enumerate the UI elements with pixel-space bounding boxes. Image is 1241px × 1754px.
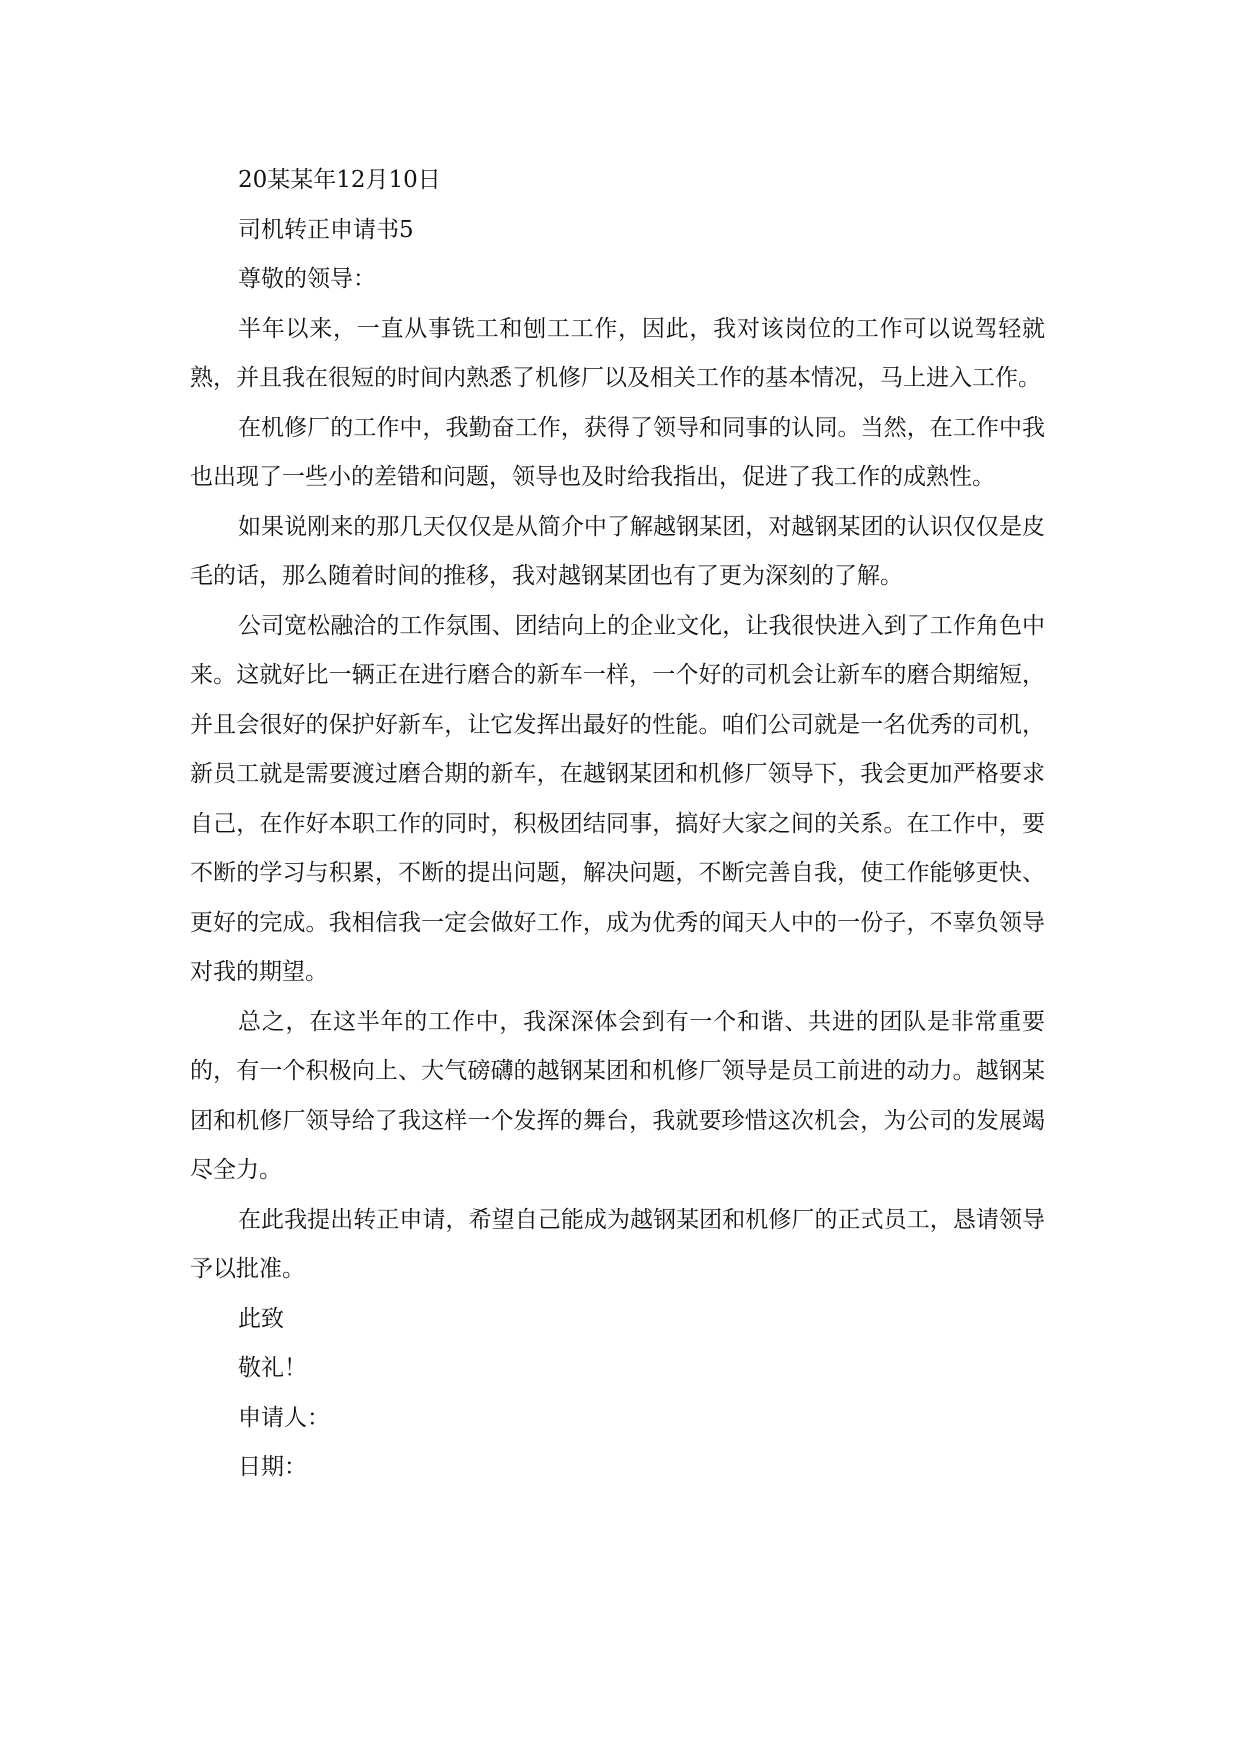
paragraph: 半年以来，一直从事铣工和刨工工作，因此，我对该岗位的工作可以说驾轻就熟，并且我在很短的时间内熟悉了机修厂以及相关工作的基本情况，马上进入工作。 [190,315,1045,391]
salutation: 尊敬的领导： [238,266,376,292]
paragraph: 在机修厂的工作中，我勤奋工作，获得了领导和同事的认同。当然，在工作中我也出现了一些小的差错和问题，领导也及时给我指出，促进了我工作的成熟性。 [190,414,1045,490]
date-line: 20某某年12月10日 [238,167,441,193]
closing-salute: 敬礼！ [238,1355,307,1381]
document-title: 司机转正申请书5 [238,216,414,243]
closing-greeting: 此致 [238,1305,284,1332]
paragraph: 在此我提出转正申请，希望自己能成为越钢某团和机修厂的正式员工，恳请领导予以批准。 [190,1206,1045,1282]
paragraph: 如果说刚来的那几天仅仅是从简介中了解越钢某团，对越钢某团的认识仅仅是皮毛的话，那么随着时间的推移，我对越钢某团也有了更为深刻的了解。 [190,513,1045,589]
paragraph: 总之，在这半年的工作中，我深深体会到有一个和谐、共进的团队是非常重要的，有一个积极向上、大气磅礴的越钢某团和机修厂领导是员工前进的动力。越钢某团和机修厂领导给了我这样一个发挥的舞台，我就要珍惜这次机会，为公司的发展竭尽全力。 [190,1008,1045,1183]
document-body [190,156,1045,1493]
paragraph: 公司宽松融洽的工作氛围、团结向上的企业文化，让我很快进入到了工作角色中来。这就好比一辆正在进行磨合的新车一样，一个好的司机会让新车的磨合期缩短，并且会很好的保护好新车，让它发挥出最好的性能。咱们公司就是一名优秀的司机，新员工就是需要渡过磨合期的新车，在越钢某团和机修厂领导下，我会更加严格要求自己，在作好本职工作的同时，积极团结同事，搞好大家之间的关系。在工作中，要不断的学习与积累，不断的提出问题，解决问题，不断完善自我，使工作能够更快、更好的完成。我相信我一定会做好工作，成为优秀的闻天人中的一份子，不辜负领导对我的期望。 [190,612,1045,985]
date-label: 日期： [238,1454,307,1480]
applicant-label: 申请人： [238,1404,330,1431]
